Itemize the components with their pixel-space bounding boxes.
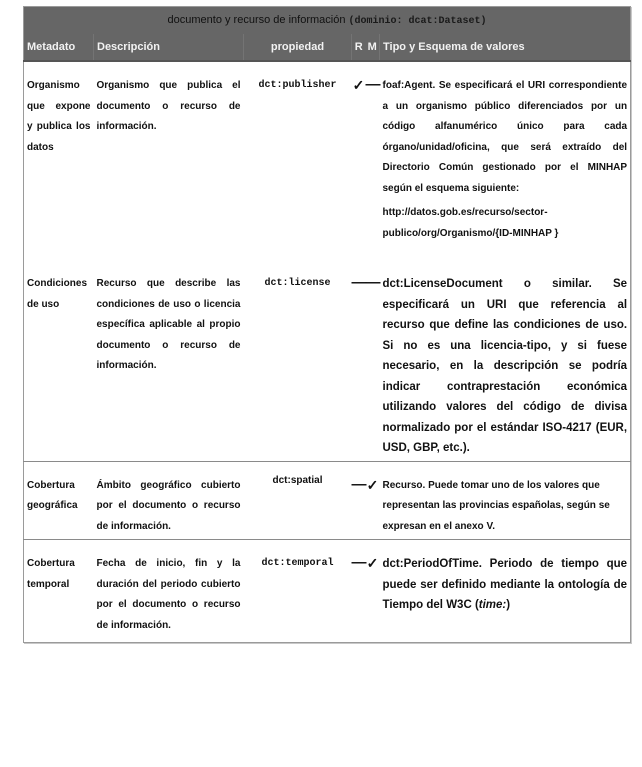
- table-row: [24, 260, 631, 461]
- table-row: [24, 461, 631, 540]
- cell-descripcion: Fecha de inicio, fin y la duración del periodo cubierto por el documento o recurso de información.: [94, 540, 244, 643]
- table-title-domain: (dominio: dcat:Dataset): [348, 16, 487, 27]
- table-title-text: documento y recurso de información: [167, 14, 346, 26]
- tipo-text-end: ): [506, 599, 511, 611]
- cell-tipo: dct:LicenseDocument o similar. Se especificará un URI que referencia al recurso que define las condiciones de uso. Si no es una licencia-tipo, y si fuese necesario, en la descripción se podría indicar contraprestación económica utilizando valores del código de divisa normalizado por el estándar ISO-4217 (EUR, USD, GBP, etc.).: [382, 278, 628, 454]
- tipo-text: dct:PeriodOfTime. Periodo de tiempo que puede ser definido mediante la ontología de Tiempo del W3C (: [382, 558, 628, 611]
- header-tipo: Tipo y Esquema de valores: [380, 34, 631, 61]
- cell-metadato: Condiciones de uso: [27, 278, 88, 310]
- table-title: [24, 7, 631, 35]
- dash-icon: —: [365, 76, 381, 93]
- tipo-url: http://datos.gob.es/recurso/sector-publico/org/Organismo/{ID-MINHAP }: [382, 207, 559, 239]
- cell-tipo: [380, 540, 631, 643]
- dash-icon: —: [352, 540, 366, 643]
- header-r: R: [352, 34, 366, 61]
- header-metadato: Metadato: [24, 34, 94, 61]
- dash-icon: —: [365, 274, 381, 291]
- header-m: M: [366, 34, 380, 61]
- header-propiedad: propiedad: [244, 34, 352, 61]
- cell-descripcion: Ámbito geográfico cubierto por el documento o recurso de información.: [94, 461, 244, 540]
- cell-propiedad: dct:license: [264, 278, 331, 289]
- cell-metadato: Organismo que expone y publica los datos: [27, 80, 91, 153]
- cell-propiedad: dct:publisher: [258, 80, 337, 91]
- table-title-row: [24, 7, 631, 35]
- tipo-namespace: time:: [478, 599, 507, 611]
- cell-descripcion: Organismo que publica el documento o recurso de información.: [96, 80, 241, 132]
- cell-metadato: Cobertura geográfica: [24, 461, 94, 540]
- check-icon: ✓: [366, 461, 380, 540]
- table-header-row: [24, 34, 631, 61]
- table-row: [24, 540, 631, 643]
- dash-icon: —: [351, 274, 367, 291]
- cell-tipo: [380, 61, 631, 260]
- table-row: [24, 61, 631, 260]
- dash-icon: —: [352, 461, 366, 540]
- cell-metadato: Cobertura temporal: [24, 540, 94, 643]
- header-descripcion: Descripción: [94, 34, 244, 61]
- tipo-text: foaf:Agent. Se especificará el URI correspondiente a un organismo público diferenciados por un código alfanumérico único para cada órgano/unidad/oficina, que será extraído del Directorio Común gestionado por el MINHAP según el esquema siguiente:: [382, 80, 628, 194]
- metadata-table: [23, 6, 631, 643]
- cell-descripcion: Recurso que describe las condiciones de uso o licencia específica aplicable al propio documento o recurso de información.: [96, 278, 241, 371]
- check-icon: ✓: [352, 77, 365, 93]
- cell-tipo: Recurso. Puede tomar uno de los valores que representan las provincias españolas, según se expresan en el anexo V.: [380, 461, 631, 540]
- check-icon: ✓: [366, 540, 380, 643]
- cell-propiedad: dct:temporal: [244, 540, 352, 643]
- cell-propiedad: dct:spatial: [244, 461, 352, 540]
